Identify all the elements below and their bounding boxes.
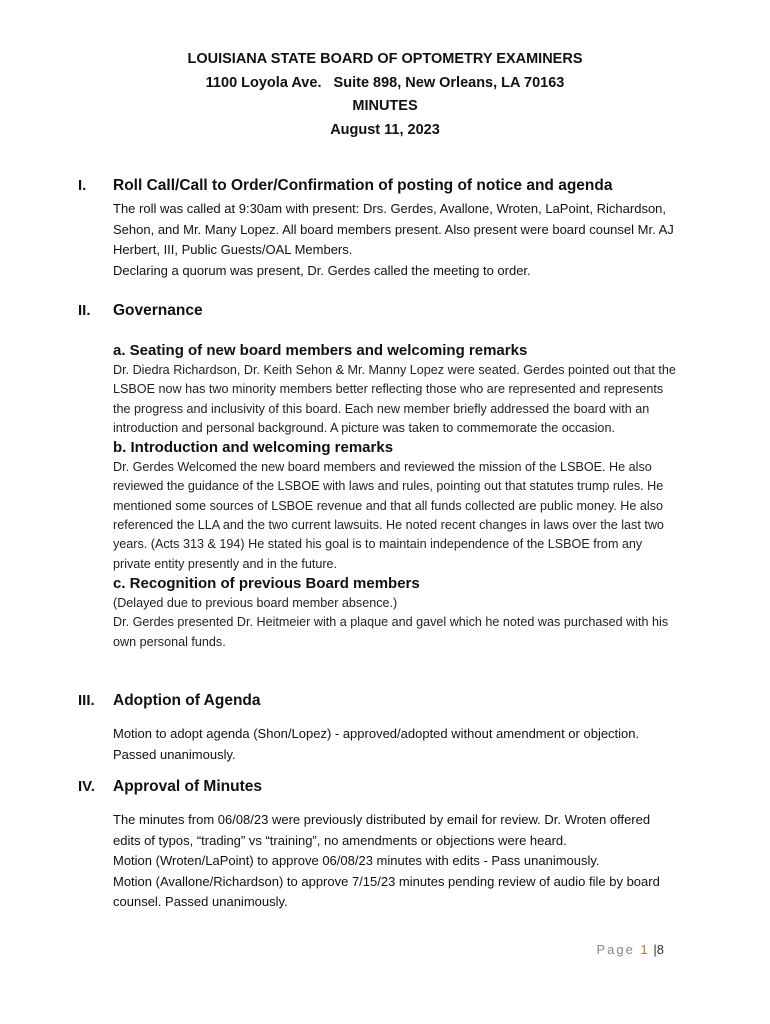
- subsection-title: c. Recognition of previous Board members: [113, 574, 420, 592]
- subsection-text: [113, 594, 678, 652]
- paragraph: Motion to adopt agenda (Shon/Lopez) - approved/adopted without amendment or objection. Passed unanimously.: [113, 726, 640, 762]
- meeting-date: August 11, 2023: [330, 121, 440, 138]
- paragraph: Dr. Gerdes presented Dr. Heitmeier with a plaque and gavel which he noted was purchased with his own personal funds.: [113, 615, 669, 649]
- section-body: [113, 341, 678, 652]
- paragraph: The minutes from 06/08/23 were previously distributed by email for review. Dr. Wroten offered edits of typos, “trading” vs “training”, no amendments or objections were heard.: [113, 812, 651, 848]
- document-header: [0, 48, 770, 142]
- subsection-text: Dr. Gerdes Welcomed the new board members and reviewed the mission of the LSBOE. He also reviewed the guidance of the LSBOE with laws and rules, pointing out that statutes trump rules. He mentioned some sources of LSBOE revenue and that all funds collected are public money. He also referenced the LLA and the two current lawsuits. He noted recent changes in laws over the last two years. (Acts 313 & 194) He stated his goal is to maintain independence of the LSBOE from any private entity presently and in the future.: [113, 460, 664, 571]
- subsection-title: b. Introduction and welcoming remarks: [113, 439, 394, 457]
- section-body: [113, 199, 678, 281]
- paragraph: Motion (Wroten/LaPoint) to approve 06/08/23 minutes with edits - Pass unanimously.: [113, 853, 600, 868]
- subsection-text: Dr. Diedra Richardson, Dr. Keith Sehon & Mr. Manny Lopez were seated. Gerdes pointed out that the LSBOE now has two minority members better reflecting those who are represented and represents the progress and inclusivity of this board. Each new member briefly addressed the board with an introduction and personal background. A picture was taken to commemorate the occasion.: [113, 363, 676, 435]
- organization-address: 1100 Loyola Ave. Suite 898, New Orleans, LA 70163: [205, 74, 565, 91]
- section-title: Governance: [113, 302, 203, 319]
- section-number: IV.: [78, 778, 95, 795]
- page-word: Page: [596, 942, 635, 957]
- section-title: Approval of Minutes: [113, 778, 262, 795]
- section-body: [113, 810, 678, 913]
- subsection-title: a. Seating of new board members and welcoming remarks: [113, 342, 528, 359]
- current-page: 1: [640, 942, 648, 957]
- paragraph: Declaring a quorum was present, Dr. Gerdes called the meeting to order.: [113, 262, 531, 278]
- section-title: Roll Call/Call to Order/Confirmation of posting of notice and agenda: [113, 177, 613, 194]
- section-number: III.: [78, 692, 95, 709]
- section-title: Adoption of Agenda: [113, 692, 261, 709]
- paragraph: Motion (Avallone/Richardson) to approve 7/15/23 minutes pending review of audio file by board counsel. Passed unanimously.: [113, 873, 660, 909]
- section-number: I.: [78, 177, 87, 194]
- document-type: MINUTES: [352, 98, 418, 114]
- section-body: [113, 724, 678, 765]
- page-number-footer: [597, 942, 664, 957]
- page-separator: |: [653, 942, 657, 957]
- organization-name: LOUISIANA STATE BOARD OF OPTOMETRY EXAMINERS: [187, 51, 583, 67]
- total-pages: 8: [656, 942, 664, 957]
- paragraph: (Delayed due to previous board member absence.): [113, 595, 398, 610]
- paragraph: The roll was called at 9:30am with present: Drs. Gerdes, Avallone, Wroten, LaPoint, Richardson, Sehon, and Mr. Many Lopez. All board members present. Also present were board counsel Mr. AJ Herbert, III, Public Guests/OAL Members.: [113, 201, 674, 257]
- section-number: II.: [78, 302, 91, 319]
